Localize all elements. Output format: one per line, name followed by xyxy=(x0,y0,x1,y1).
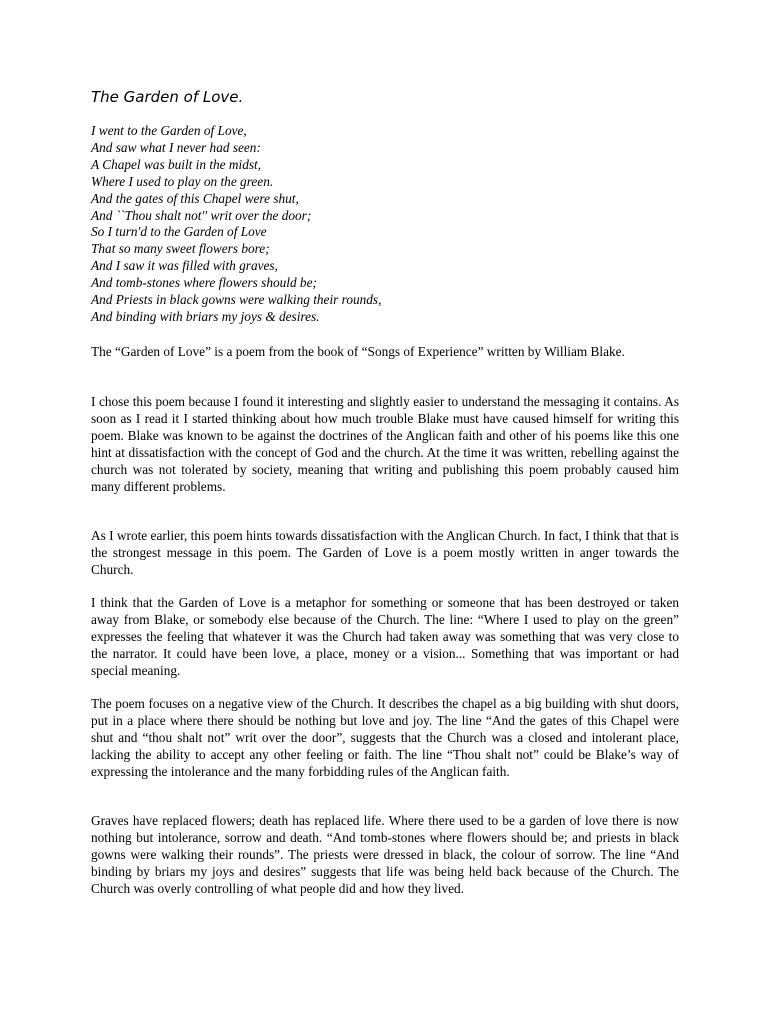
poem-line: And saw what I never had seen: xyxy=(91,139,261,155)
body-paragraph: Graves have replaced flowers; death has replaced life. Where there used to be a garden of love there is now nothing but intolerance, sorrow and death. “And tomb-stones where flowers should be; and priests in black gowns were walking their rounds”. The priests were dressed in black, the colour of sorrow. The line “And binding by briars my joys and desires” suggests that life was being held back because of the Church. The Church was overly controlling of what people did and how they lived. xyxy=(91,813,679,896)
poem-line: So I turn'd to the Garden of Love xyxy=(91,224,267,240)
poem-line: A Chapel was built in the midst, xyxy=(91,156,262,172)
poem-line: And Priests in black gowns were walking their rounds, xyxy=(91,292,382,308)
poem-stanza xyxy=(91,123,691,326)
body-paragraph: The poem focuses on a negative view of the Church. It describes the chapel as a big building with shut doors, put in a place where there should be nothing but love and joy. The line “And the gates of this Chapel were shut and “thou shalt not” writ over the door”, suggests that the Church was a closed and intolerant place, lacking the ability to accept any other feeling or faith. The line “Thou shalt not” could be Blake’s way of expressing the intolerance and the many forbidding rules of the Anglican faith. xyxy=(91,696,679,779)
poem-line: And tomb-stones where flowers should be; xyxy=(91,275,317,291)
poem-line: I went to the Garden of Love, xyxy=(91,123,247,138)
body-paragraph: I chose this poem because I found it interesting and slightly easier to understand the messaging it contains. As soon as I read it I started thinking about how much trouble Blake must have caused himself for writing this poem. Blake was known to be against the doctrines of the Anglican faith and other of his poems like this one hint at dissatisfaction with the concept of God and the church. At the time it was written, rebelling against the church was not tolerated by society, meaning that writing and publishing this poem probably caused him many different problems. xyxy=(91,394,679,494)
poem-line: And ``Thou shalt not'' writ over the door; xyxy=(91,207,312,223)
body-paragraph: As I wrote earlier, this poem hints towards dissatisfaction with the Anglican Church. In fact, I think that that is the strongest message in this poem. The Garden of Love is a poem mostly written in anger towards the Church. xyxy=(91,528,679,577)
poem-line: That so many sweet flowers bore; xyxy=(91,241,270,257)
poem-line: And the gates of this Chapel were shut, xyxy=(91,190,299,206)
poem-line: Where I used to play on the green. xyxy=(91,173,274,189)
poem-line: And binding with briars my joys & desires. xyxy=(91,308,320,324)
body-paragraph: I think that the Garden of Love is a metaphor for something or someone that has been destroyed or taken away from Blake, or somebody else because of the Church. The line: “Where I used to play on the green” expresses the feeling that whatever it was the Church had taken away was something that was very close to the narrator. It could have been love, a place, money or a vision... Something that was important or had special meaning. xyxy=(91,595,679,678)
poem-line: And I saw it was filled with graves, xyxy=(91,258,278,274)
body-paragraph: The “Garden of Love” is a poem from the book of “Songs of Experience” written by William Blake. xyxy=(91,344,625,359)
document-title: The Garden of Love. xyxy=(91,88,244,106)
